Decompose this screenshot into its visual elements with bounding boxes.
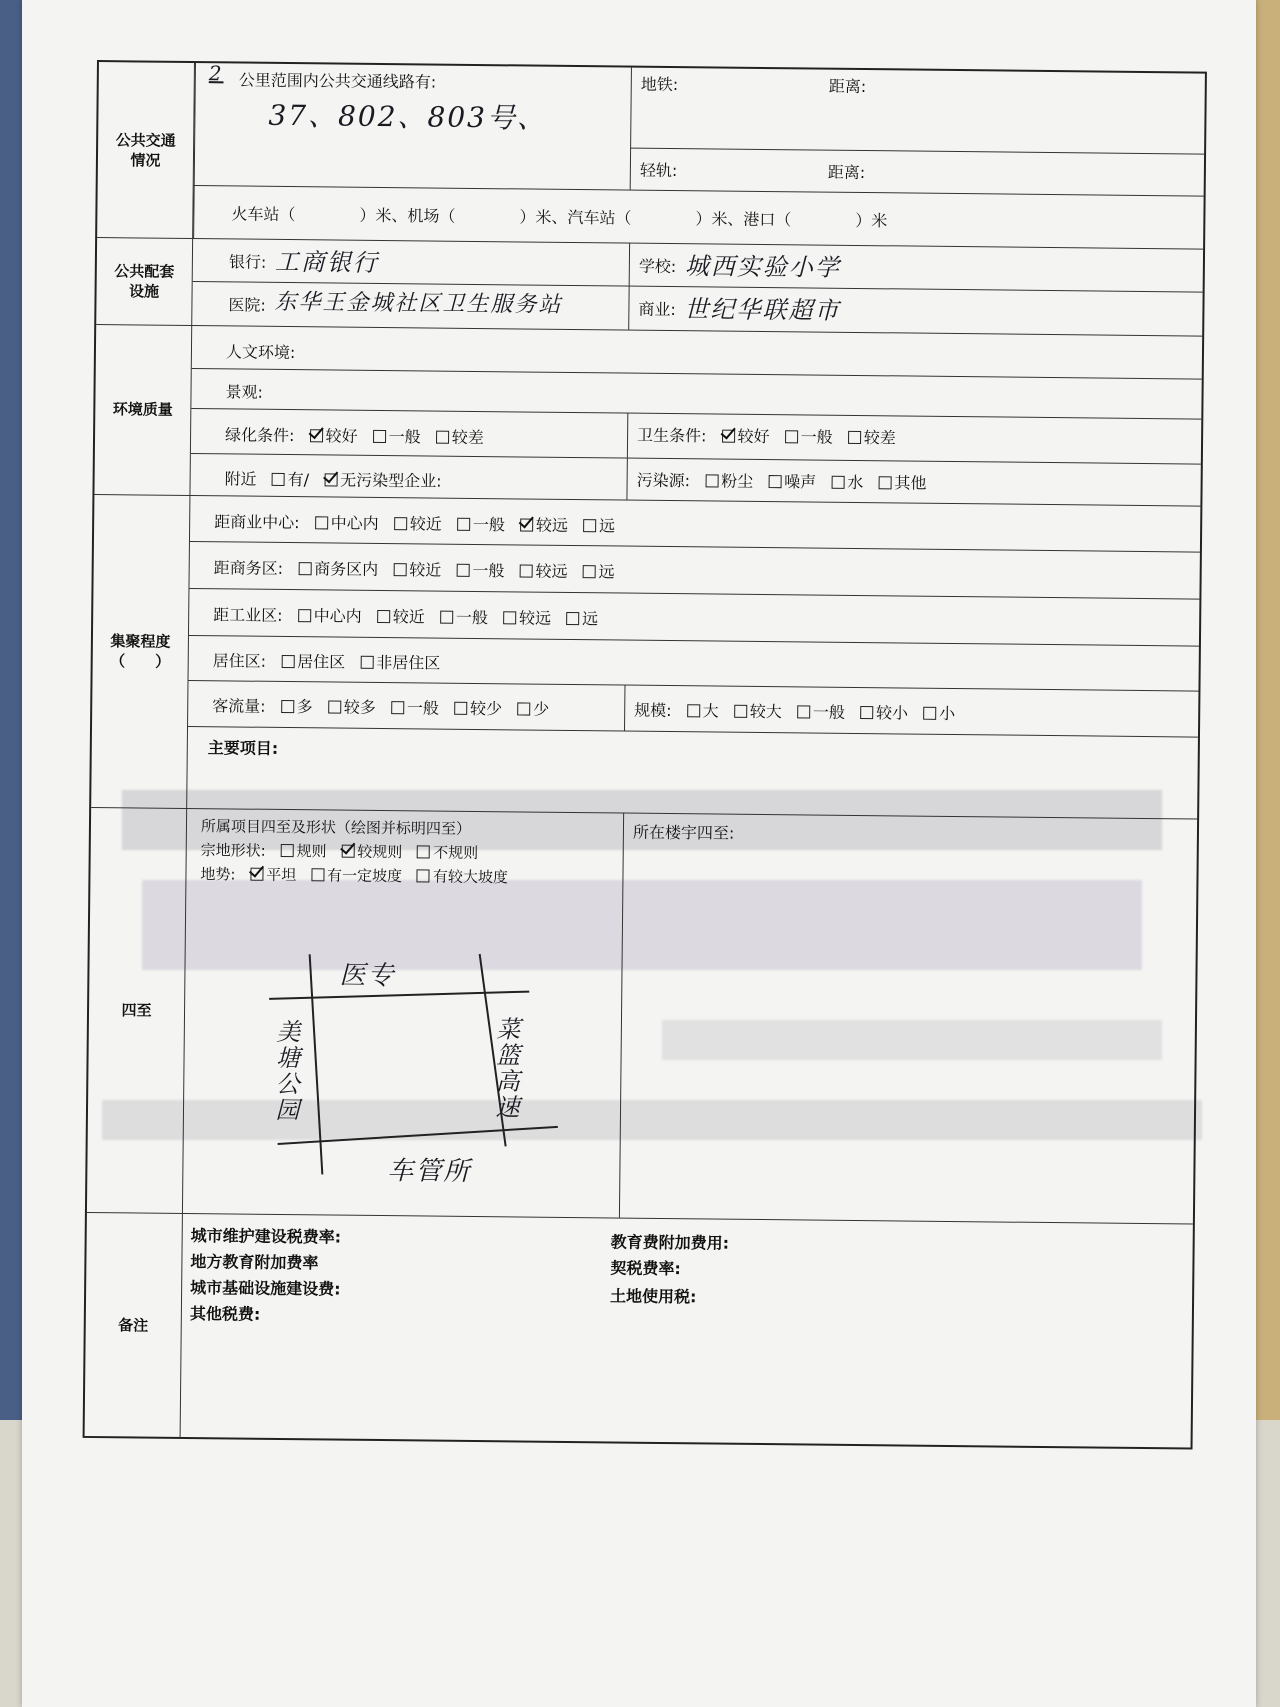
scale-label: 规模: <box>634 700 672 721</box>
industrial-label: 距工业区: <box>213 605 283 625</box>
subway-label: 地铁: <box>640 74 679 95</box>
business-option-1[interactable]: 较近 <box>383 557 441 581</box>
pollution-option-water[interactable]: 水 <box>821 470 863 493</box>
scale-row <box>634 698 955 724</box>
commercial-option-0[interactable]: 中心内 <box>305 510 379 534</box>
divider <box>94 494 1200 507</box>
hygiene-option-average[interactable]: 一般 <box>775 424 833 448</box>
divider <box>191 408 1201 420</box>
scenery-label: 景观: <box>225 382 264 402</box>
business-option-0[interactable]: 商务区内 <box>288 556 378 580</box>
business-option-2[interactable]: 一般 <box>446 558 504 582</box>
survey-form-table <box>83 60 1207 1450</box>
industrial-option-4[interactable]: 远 <box>556 606 598 629</box>
business-label: 距商务区: <box>213 558 284 578</box>
maintenance-tax-label: 城市维护建设税费率: <box>190 1226 342 1247</box>
divider <box>190 541 1200 553</box>
commercial-label: 距商业中心: <box>214 512 300 533</box>
green-label: 绿化条件: <box>224 425 295 446</box>
boundaries-category: 四至 <box>87 807 187 1213</box>
divider <box>626 413 628 500</box>
shape-option-2[interactable]: 不规则 <box>407 841 478 863</box>
scale-option-0[interactable]: 大 <box>677 698 719 721</box>
commercial-option-2[interactable]: 一般 <box>447 512 505 536</box>
green-option-average[interactable]: 一般 <box>363 424 421 448</box>
divider <box>619 813 624 1218</box>
industrial-row <box>213 602 598 629</box>
pollution-option-dust[interactable]: 粉尘 <box>695 468 753 492</box>
terrain-row <box>200 863 508 887</box>
terrain-label: 地势: <box>200 865 236 884</box>
hospital-label: 医院: <box>228 295 266 315</box>
land-tax-label: 土地使用税: <box>609 1286 697 1307</box>
shape-row <box>201 839 479 863</box>
commercial-option-4[interactable]: 远 <box>573 513 615 536</box>
scale-option-1[interactable]: 较大 <box>724 699 782 723</box>
north-boundary-text: 医专 <box>339 960 396 992</box>
building-boundaries-label: 所在楼宇四至: <box>632 822 735 843</box>
bank-label: 银行: <box>228 252 267 272</box>
terrain-option-0[interactable]: 平坦 <box>240 864 296 886</box>
divider <box>630 68 632 190</box>
shape-option-1[interactable]: 较规则 <box>331 840 402 862</box>
divider <box>87 1212 1193 1225</box>
main-items-label: 主要项目: <box>207 738 279 758</box>
traffic-row <box>212 693 549 720</box>
shape-option-0[interactable]: 规则 <box>270 840 326 862</box>
school-label: 学校: <box>638 256 677 277</box>
transit-category: 公共交通 情况 <box>97 62 195 238</box>
divider <box>192 368 1202 380</box>
terrain-option-1[interactable]: 有一定坡度 <box>301 864 402 886</box>
residential-option-0[interactable]: 居住区 <box>271 649 345 673</box>
pollution-option-noise[interactable]: 噪声 <box>758 469 816 493</box>
commercial-option-1[interactable]: 较近 <box>384 511 442 535</box>
residential-label: 居住区: <box>212 651 267 671</box>
traffic-option-2[interactable]: 一般 <box>381 695 439 719</box>
traffic-label: 客流量: <box>212 696 266 716</box>
pollution-option-other[interactable]: 其他 <box>868 470 926 494</box>
green-option-poor[interactable]: 较差 <box>426 424 484 448</box>
hygiene-option-good[interactable]: 较好 <box>711 423 769 447</box>
business-option-4[interactable]: 远 <box>572 559 614 582</box>
project-boundaries-label: 所属项目四至及形状（绘图并标明四至） <box>200 817 472 838</box>
scale-option-4[interactable]: 小 <box>913 701 955 724</box>
industrial-option-2[interactable]: 一般 <box>430 605 488 629</box>
pollution-row <box>637 468 927 494</box>
green-option-good[interactable]: 较好 <box>299 423 357 447</box>
industrial-option-1[interactable]: 较近 <box>367 604 425 628</box>
business-row <box>214 555 615 582</box>
culture-label: 人文环境: <box>225 342 296 363</box>
west-boundary-text: 美塘公园 <box>270 1018 300 1124</box>
scale-option-3[interactable]: 较小 <box>850 700 908 724</box>
divider <box>188 726 1198 738</box>
stations-distances: 火车站（ ）米、机场（ ）米、汽车站（ ）米、港口（ ）米 <box>231 204 888 231</box>
commercial-row <box>214 509 615 536</box>
scale-option-2[interactable]: 一般 <box>787 699 845 723</box>
divider <box>191 453 1201 465</box>
shape-label: 宗地形状: <box>200 841 266 860</box>
traffic-option-0[interactable]: 多 <box>271 694 313 717</box>
transit-routes-label: 公里范围内公共交通线路有: <box>238 70 437 92</box>
divider <box>189 680 1199 692</box>
environment-category: 环境质量 <box>94 324 192 495</box>
hospital-value: 东华王金城社区卫生服务站 <box>274 289 563 318</box>
nearby-option-yes[interactable]: 有/ <box>262 467 310 490</box>
north-road-line <box>269 989 529 1002</box>
east-boundary-text: 菜篮高速 <box>490 1016 521 1121</box>
notes-category: 备注 <box>85 1212 183 1439</box>
pollution-label: 污染源: <box>636 470 691 491</box>
south-boundary-text: 车管所 <box>387 1156 472 1187</box>
transit-routes-value: 37、802、803号、 <box>268 98 548 135</box>
hygiene-option-poor[interactable]: 较差 <box>838 425 896 449</box>
divider <box>624 685 625 731</box>
survey-form-paper <box>22 0 1256 1707</box>
subway-distance-label: 距离: <box>828 76 867 97</box>
industrial-option-3[interactable]: 较远 <box>493 605 551 629</box>
divider <box>189 588 1199 600</box>
nearby-row <box>225 466 442 491</box>
traffic-option-3[interactable]: 较少 <box>444 696 502 720</box>
divider <box>189 635 1199 647</box>
school-value: 城西实验小学 <box>684 252 842 282</box>
traffic-option-1[interactable]: 较多 <box>318 694 376 718</box>
green-row <box>225 422 484 448</box>
nearby-option-none[interactable]: 无污染型企业: <box>314 467 442 491</box>
traffic-option-4[interactable]: 少 <box>507 696 549 719</box>
business-option-3[interactable]: 较远 <box>509 558 567 582</box>
industrial-option-0[interactable]: 中心内 <box>288 603 362 627</box>
edu-surcharge-label: 教育费附加费用: <box>610 1232 730 1253</box>
hygiene-row <box>637 423 896 449</box>
other-tax-label: 其他税费: <box>189 1304 261 1324</box>
light-rail-distance-label: 距离: <box>827 162 866 183</box>
terrain-option-2[interactable]: 有较大坡度 <box>407 865 508 887</box>
divider <box>96 324 1202 337</box>
commerce-value: 世纪华联超市 <box>684 295 841 325</box>
local-edu-label: 地方教育附加费率 <box>190 1252 319 1273</box>
infrastructure-label: 城市基础设施建设费: <box>190 1278 341 1299</box>
bank-value: 工商银行 <box>274 247 380 277</box>
facilities-category: 公共配套 设施 <box>96 237 193 325</box>
commerce-label: 商业: <box>638 299 676 320</box>
divider <box>194 185 1204 197</box>
residential-row <box>213 648 441 673</box>
light-rail-label: 轻轨: <box>639 160 678 181</box>
residential-option-1[interactable]: 非居住区 <box>350 650 440 674</box>
commercial-option-3[interactable]: 较远 <box>510 512 568 536</box>
deed-tax-label: 契税费率: <box>610 1258 681 1279</box>
aggregation-category: 集聚程度 （ ） <box>91 494 190 808</box>
divider <box>97 237 1203 250</box>
nearby-label: 附近 <box>224 469 257 489</box>
divider <box>630 148 1204 155</box>
hygiene-label: 卫生条件: <box>637 425 707 446</box>
transit-radius: 2 <box>208 61 224 86</box>
